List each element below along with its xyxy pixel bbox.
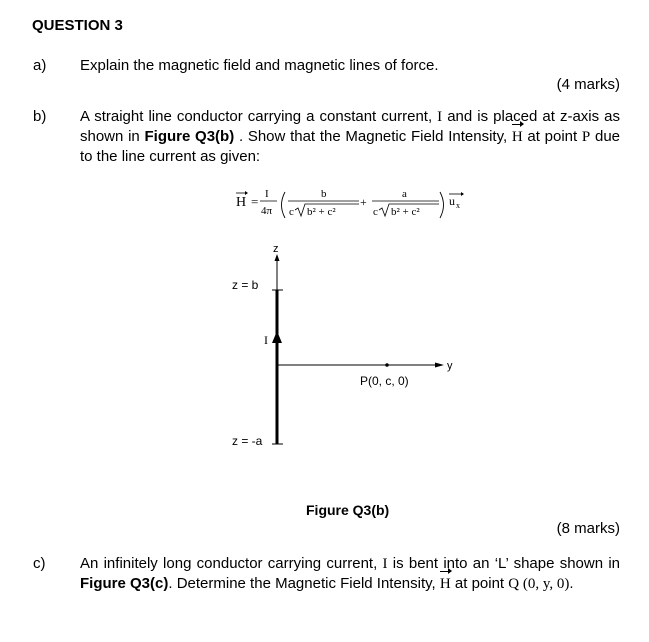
part-c-line-1: [80, 554, 620, 574]
point-q-coords: Q (0, y, 0): [508, 576, 570, 592]
eq-c-1: c: [289, 206, 294, 218]
part-a-marks: (4 marks): [556, 76, 620, 93]
h-field-equation: [232, 178, 472, 226]
z-axis-arrow: [275, 254, 280, 261]
part-c-text-1: An infinitely long conductor carrying current,: [80, 555, 383, 572]
figure-q3b-diagram: [220, 238, 480, 460]
part-b-text-3: . Show that the Magnetic Field Intensity,: [234, 128, 512, 145]
part-c-current-symbol: I: [382, 556, 388, 572]
y-axis-label: y: [447, 360, 453, 372]
eq-h: H: [236, 195, 247, 210]
z-axis-label: z: [273, 243, 279, 255]
equation-svg: [232, 178, 472, 226]
part-c-paragraph: [80, 554, 620, 594]
h-vector-symbol: H: [511, 129, 523, 145]
part-b-paragraph: [80, 107, 620, 167]
eq-u-arrow-head: [461, 192, 464, 196]
eq-right-paren: [440, 192, 444, 218]
part-c-text-3: . Determine the Magnetic Field Intensity,: [168, 575, 440, 592]
point-p-label: P(0, c, 0): [360, 374, 409, 388]
eq-u: u: [449, 194, 455, 208]
z-b-label: z = b: [232, 278, 259, 292]
part-c-text-5: .: [569, 575, 574, 592]
part-c-text-2: is bent into an ‘L’ shape shown in: [387, 555, 620, 572]
eq-c-2: c: [373, 206, 378, 218]
eq-left-paren: [282, 192, 286, 218]
part-b-label: b): [33, 108, 47, 125]
part-c-line-2: [80, 574, 620, 594]
part-c-h-vector-symbol: H: [439, 576, 451, 592]
current-arrow: [272, 331, 282, 343]
eq-four-pi: 4π: [261, 205, 273, 217]
part-b-text-5: due to the line current as given:: [80, 128, 620, 165]
eq-numerator-a: a: [402, 188, 407, 200]
current-symbol: I: [437, 109, 443, 125]
part-b-marks: (8 marks): [556, 520, 620, 537]
y-axis-arrow: [435, 363, 444, 368]
eq-sqrt-expr-2: b² + c²: [391, 206, 420, 218]
figure-ref-q3c: Figure Q3(c): [80, 575, 169, 592]
part-b-text-1: A straight line conductor carrying a constant current,: [80, 108, 438, 125]
figure-ref-q3b: Figure Q3(b): [144, 128, 235, 145]
eq-numerator-i: I: [265, 188, 269, 200]
part-c-label: c): [33, 555, 46, 572]
part-a-text: Explain the magnetic field and magnetic lines of force.: [80, 57, 439, 74]
point-p-dot: [385, 363, 389, 367]
eq-numerator-b: b: [321, 188, 327, 200]
eq-sqrt-expr-1: b² + c²: [307, 206, 336, 218]
eq-plus: +: [360, 195, 367, 209]
question-title: QUESTION 3: [32, 17, 123, 34]
point-p-symbol: P: [581, 129, 591, 145]
z-neg-a-label: z = -a: [232, 434, 263, 448]
part-b-text-2: and is placed at z-axis as shown in: [80, 108, 620, 145]
eq-sub-x: x: [456, 201, 460, 210]
eq-h-arrow-head: [245, 191, 248, 195]
part-c-text-4: at point: [450, 575, 509, 592]
part-a-label: a): [33, 57, 47, 74]
current-label: I: [264, 333, 268, 347]
eq-equals: =: [251, 194, 259, 209]
part-b-text-4: at point: [522, 128, 582, 145]
figure-caption: Figure Q3(b): [306, 502, 390, 518]
